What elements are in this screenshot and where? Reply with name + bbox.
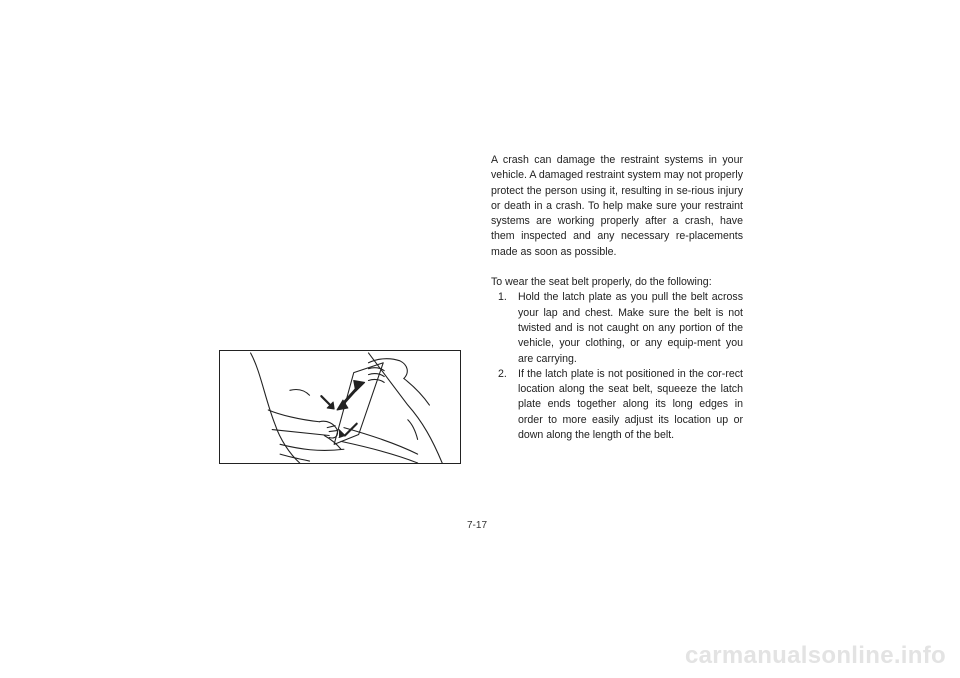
- watermark-logo: carmanualsonline.info: [684, 642, 946, 669]
- seat-belt-latch-illustration: [219, 350, 461, 464]
- instruction-steps: [491, 290, 743, 443]
- crash-warning-paragraph: A crash can damage the restraint systems in your vehicle. A damaged restraint system may not properly protect the person using it, resulting in se-rious injury or death in a crash. To help make sure your restraint systems are working properly after a crash, have them inspected and any necessary re-placements made as soon as possible.: [491, 154, 743, 258]
- step-item: [491, 290, 743, 366]
- step-number: 2.: [498, 367, 507, 380]
- page-number: 7-17: [467, 520, 488, 531]
- instructions-intro: To wear the seat belt properly, do the following:: [491, 276, 712, 289]
- step-text: If the latch plate is not positioned in the cor-rect location along the seat belt, squeeze the latch plate ends together along its long edges in order to more easily adjust its location up or down along the length of the belt.: [518, 367, 743, 442]
- step-number: 1.: [498, 291, 507, 304]
- body-text-column: [491, 153, 743, 443]
- step-text: Hold the latch plate as you pull the belt across your lap and chest. Make sure the belt is not twisted and is not caught on any portion of the vehicle, your clothing, or any equip-ment you are carrying.: [518, 291, 743, 365]
- step-item: [491, 367, 743, 443]
